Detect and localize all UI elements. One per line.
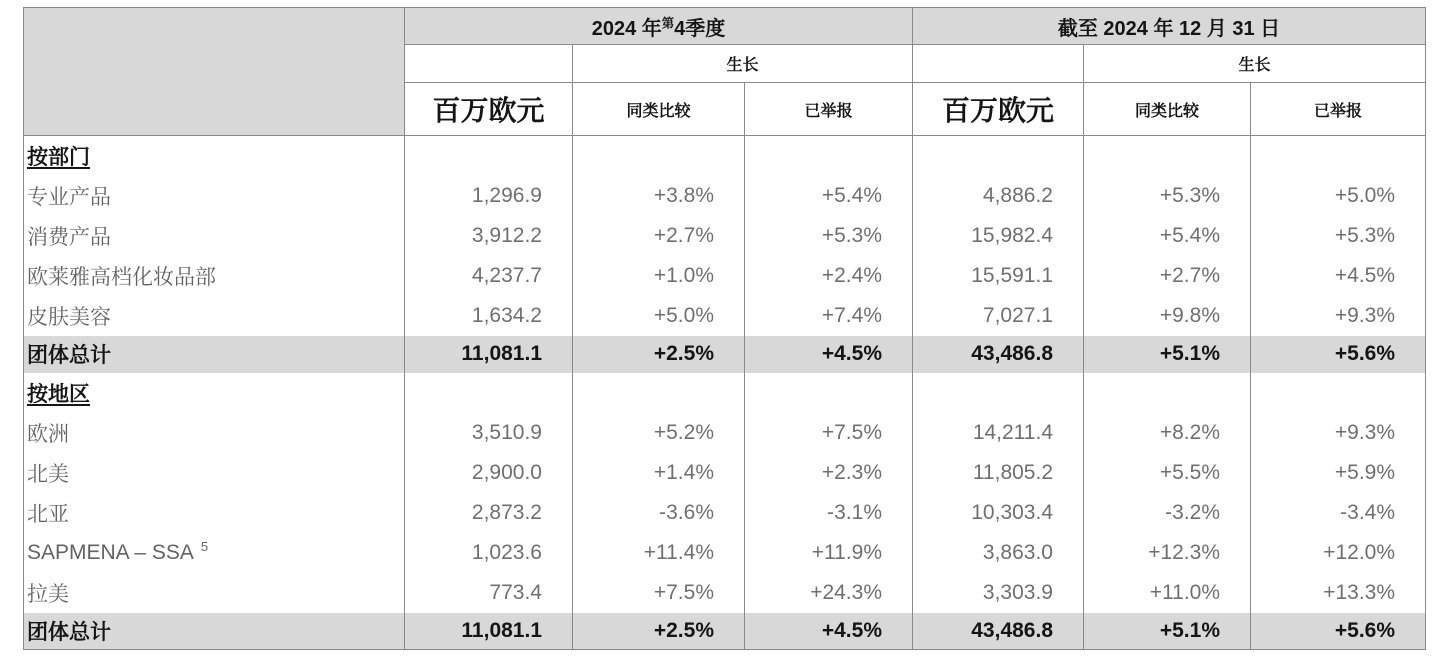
table-row-dermatological-beauty xyxy=(24,296,1426,336)
table-row-latin-america xyxy=(24,573,1426,613)
value-cell: +5.5% xyxy=(1084,453,1251,493)
period-title-row xyxy=(24,8,1426,45)
corner-cell xyxy=(24,8,405,136)
value-cell: +5.4% xyxy=(745,176,913,216)
q4-growth-label: 生长 xyxy=(573,45,913,83)
table-row-north-america xyxy=(24,453,1426,493)
q4-unit-header: 百万欧元 xyxy=(405,83,573,136)
value-cell: +9.8% xyxy=(1084,296,1251,336)
value-cell: +5.3% xyxy=(1084,176,1251,216)
q4-unit-spacer-cell xyxy=(405,45,573,83)
ytd-period-title: 截至 2024 年 12 月 31 日 xyxy=(913,8,1426,45)
value-cell: 15,982.4 xyxy=(913,216,1084,256)
value-cell: +9.3% xyxy=(1251,413,1426,453)
value-cell: 3,303.9 xyxy=(913,573,1084,613)
value-cell: +3.8% xyxy=(573,176,745,216)
total-row-label: 团体总计 xyxy=(24,336,405,373)
value-cell: +2.7% xyxy=(573,216,745,256)
value-cell: 15,591.1 xyxy=(913,256,1084,296)
group-total-row-divisions xyxy=(24,336,1426,373)
total-value-cell: 11,081.1 xyxy=(405,613,573,650)
group-total-row-regions xyxy=(24,613,1426,650)
q4-title-tail: 4季度 xyxy=(674,17,726,40)
total-value-cell: +4.5% xyxy=(745,613,913,650)
value-cell: +8.2% xyxy=(1084,413,1251,453)
value-cell: 3,510.9 xyxy=(405,413,573,453)
value-cell: -3.2% xyxy=(1084,493,1251,533)
value-cell: +5.9% xyxy=(1251,453,1426,493)
value-cell: 773.4 xyxy=(405,573,573,613)
value-cell: 10,303.4 xyxy=(913,493,1084,533)
q4-title-superscript: 第 xyxy=(661,15,675,30)
q4-title-main: 2024 年 xyxy=(591,17,662,40)
row-label: 皮肤美容 xyxy=(24,296,405,336)
value-cell: 4,237.7 xyxy=(405,256,573,296)
value-cell: 14,211.4 xyxy=(913,413,1084,453)
row-label: 北亚 xyxy=(24,493,405,533)
empty-cell xyxy=(573,373,745,413)
section-label-regions: 按地区 xyxy=(24,373,405,413)
row-label: 欧洲 xyxy=(24,413,405,453)
ytd-unit-header: 百万欧元 xyxy=(913,83,1084,136)
total-value-cell: +2.5% xyxy=(573,613,745,650)
value-cell: -3.1% xyxy=(745,493,913,533)
value-cell: +4.5% xyxy=(1251,256,1426,296)
empty-cell xyxy=(573,136,745,176)
value-cell: +5.3% xyxy=(745,216,913,256)
q4-reported-header: 已举报 xyxy=(745,83,913,136)
table-row-professional-products xyxy=(24,176,1426,216)
value-cell: +7.5% xyxy=(573,573,745,613)
value-cell: +2.4% xyxy=(745,256,913,296)
value-cell: +11.4% xyxy=(573,533,745,573)
total-value-cell: +5.1% xyxy=(1084,613,1251,650)
row-label: 专业产品 xyxy=(24,176,405,216)
value-cell: 4,886.2 xyxy=(913,176,1084,216)
value-cell: 1,023.6 xyxy=(405,533,573,573)
row-label: 拉美 xyxy=(24,573,405,613)
total-value-cell: 43,486.8 xyxy=(913,336,1084,373)
total-row-label: 团体总计 xyxy=(24,613,405,650)
ytd-growth-label: 生长 xyxy=(1084,45,1426,83)
total-value-cell: 43,486.8 xyxy=(913,613,1084,650)
value-cell: 11,805.2 xyxy=(913,453,1084,493)
value-cell: +7.5% xyxy=(745,413,913,453)
value-cell: +11.0% xyxy=(1084,573,1251,613)
value-cell: +5.0% xyxy=(1251,176,1426,216)
table-row-north-asia xyxy=(24,493,1426,533)
value-cell: -3.6% xyxy=(573,493,745,533)
value-cell: 7,027.1 xyxy=(913,296,1084,336)
value-cell: 3,863.0 xyxy=(913,533,1084,573)
value-cell: +13.3% xyxy=(1251,573,1426,613)
value-cell: +1.4% xyxy=(573,453,745,493)
total-value-cell: +4.5% xyxy=(745,336,913,373)
value-cell: 2,873.2 xyxy=(405,493,573,533)
empty-cell xyxy=(1084,373,1251,413)
table-row-luxe xyxy=(24,256,1426,296)
value-cell: +2.7% xyxy=(1084,256,1251,296)
empty-cell xyxy=(405,373,573,413)
empty-cell xyxy=(913,373,1084,413)
value-cell: +12.0% xyxy=(1251,533,1426,573)
value-cell: +24.3% xyxy=(745,573,913,613)
value-cell: +5.4% xyxy=(1084,216,1251,256)
value-cell: -3.4% xyxy=(1251,493,1426,533)
value-cell: 2,900.0 xyxy=(405,453,573,493)
ytd-reported-header: 已举报 xyxy=(1251,83,1426,136)
section-header-row-regions xyxy=(24,373,1426,413)
value-cell: +5.2% xyxy=(573,413,745,453)
empty-cell xyxy=(1251,373,1426,413)
value-cell: +5.3% xyxy=(1251,216,1426,256)
ytd-like-for-like-header: 同类比较 xyxy=(1084,83,1251,136)
table-row-consumer-products xyxy=(24,216,1426,256)
section-label-divisions: 按部门 xyxy=(24,136,405,176)
total-value-cell: 11,081.1 xyxy=(405,336,573,373)
row-label: 消费产品 xyxy=(24,216,405,256)
q4-like-for-like-header: 同类比较 xyxy=(573,83,745,136)
value-cell: +5.0% xyxy=(573,296,745,336)
total-value-cell: +2.5% xyxy=(573,336,745,373)
row-label: 北美 xyxy=(24,453,405,493)
empty-cell xyxy=(745,373,913,413)
section-header-row-divisions xyxy=(24,136,1426,176)
total-value-cell: +5.6% xyxy=(1251,613,1426,650)
value-cell: 1,296.9 xyxy=(405,176,573,216)
empty-cell xyxy=(913,136,1084,176)
value-cell: +11.9% xyxy=(745,533,913,573)
empty-cell xyxy=(745,136,913,176)
value-cell: 1,634.2 xyxy=(405,296,573,336)
empty-cell xyxy=(1251,136,1426,176)
q4-period-title xyxy=(405,8,913,45)
value-cell: +9.3% xyxy=(1251,296,1426,336)
row-label-superscript: 5 xyxy=(200,539,209,554)
ytd-unit-spacer-cell xyxy=(913,45,1084,83)
empty-cell xyxy=(1084,136,1251,176)
empty-cell xyxy=(405,136,573,176)
total-value-cell: +5.1% xyxy=(1084,336,1251,373)
value-cell: +7.4% xyxy=(745,296,913,336)
total-value-cell: +5.6% xyxy=(1251,336,1426,373)
row-label xyxy=(24,533,405,573)
row-label-text: SAPMENA – SSA xyxy=(27,541,194,564)
row-label: 欧莱雅高档化妆品部 xyxy=(24,256,405,296)
value-cell: +12.3% xyxy=(1084,533,1251,573)
value-cell: 3,912.2 xyxy=(405,216,573,256)
table-row-sapmena-ssa xyxy=(24,533,1426,573)
results-table xyxy=(23,7,1426,650)
table-row-europe xyxy=(24,413,1426,453)
value-cell: +1.0% xyxy=(573,256,745,296)
value-cell: +2.3% xyxy=(745,453,913,493)
